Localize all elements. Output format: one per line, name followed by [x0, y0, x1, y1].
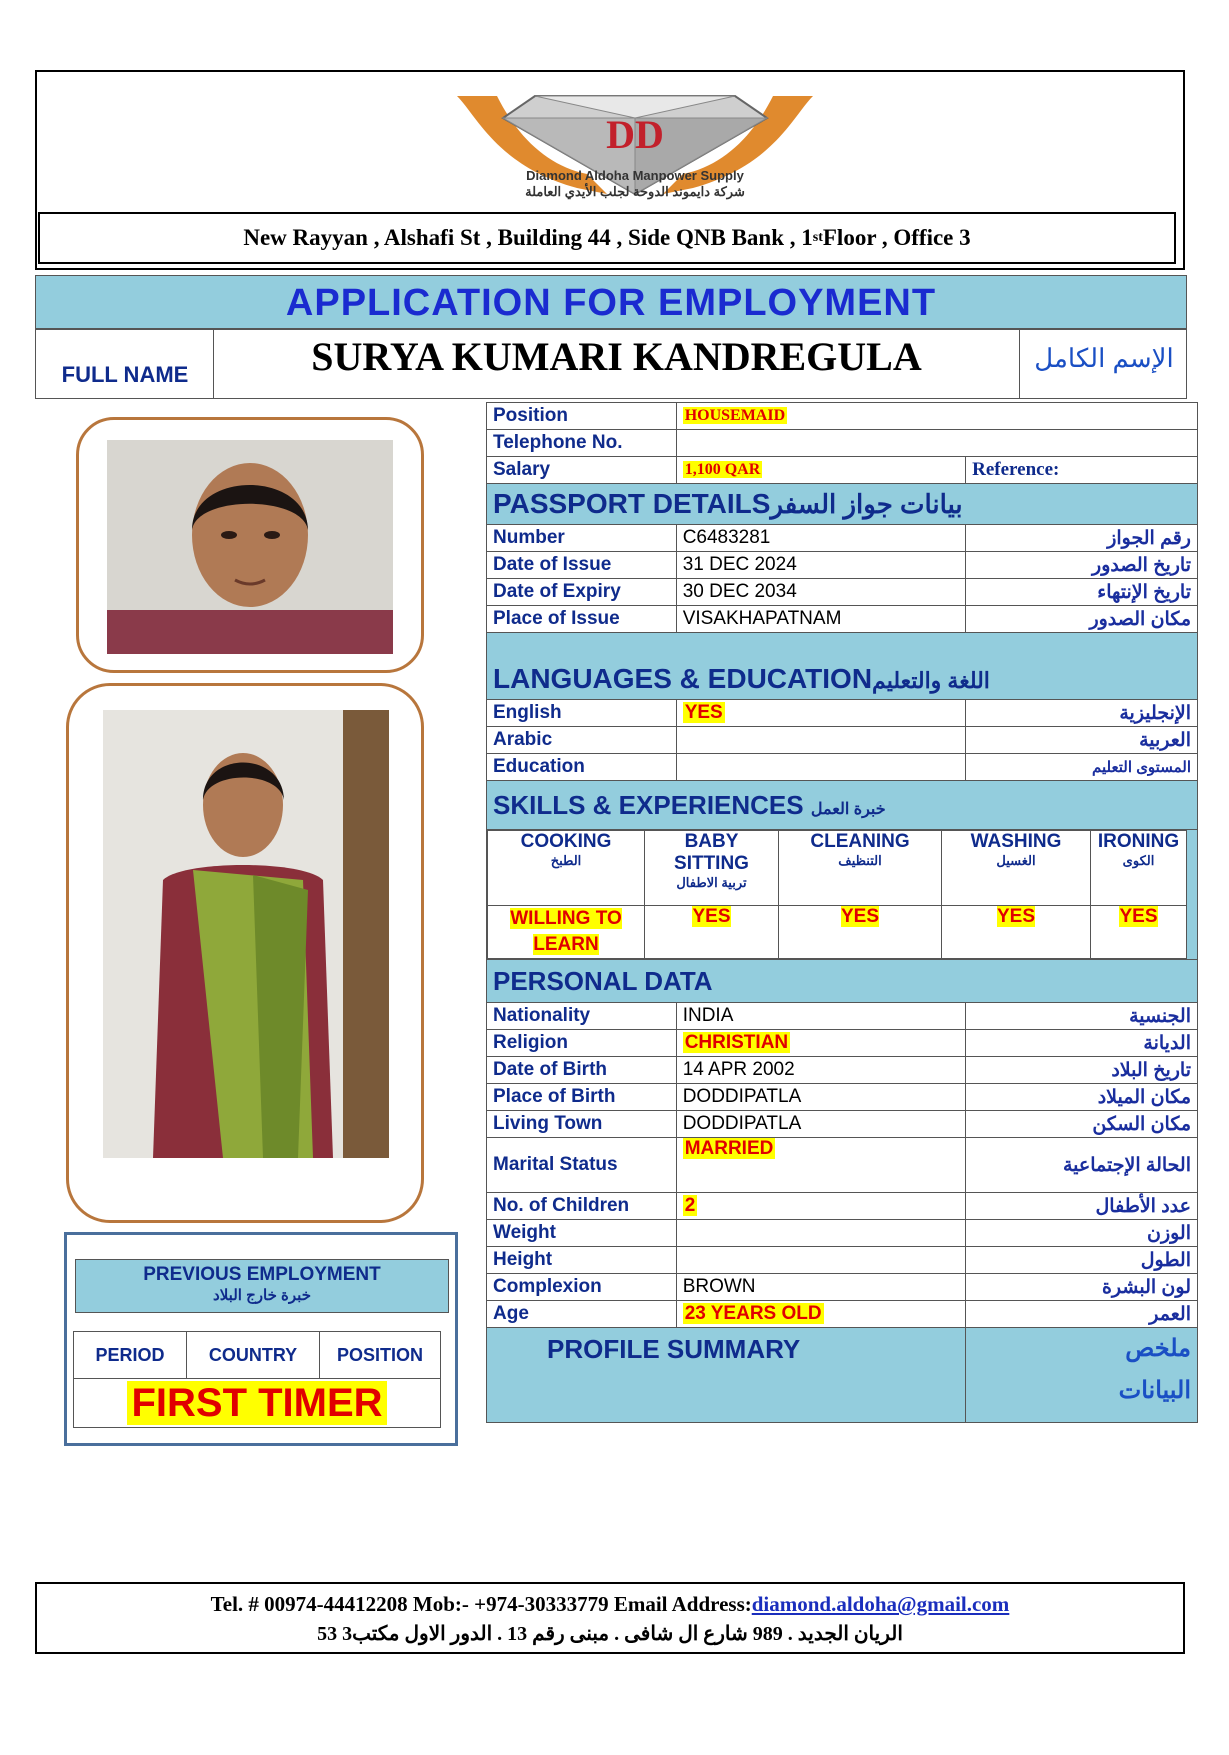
company-name-en: Diamond Aldoha Manpower Supply	[526, 168, 744, 183]
children-label: No. of Children	[487, 1193, 677, 1220]
applicant-face-photo	[107, 440, 393, 654]
col-period: PERIOD	[74, 1332, 187, 1379]
weight-value	[676, 1220, 965, 1247]
skill-cleaning-value-cell	[779, 906, 942, 959]
skill-cleaning-name: CLEANING	[810, 831, 910, 852]
footer-contact-text: Tel. # 00974-44412208 Mob:- +974-30333779 Email Address:	[210, 1592, 752, 1616]
personal-row	[487, 1057, 1198, 1084]
skills-names-row	[488, 831, 1187, 906]
skill-washing-name-ar: الغسيل	[996, 853, 1036, 868]
personal-row	[487, 1030, 1198, 1057]
language-row	[487, 754, 1198, 781]
salary-value-cell	[676, 457, 965, 484]
previous-employment-box	[64, 1232, 458, 1446]
passport-number-value: C6483281	[676, 525, 965, 552]
skill-baby-sitting	[645, 831, 779, 906]
application-details	[486, 402, 1198, 1423]
passport-number-label-ar: رقم الجواز	[966, 525, 1198, 552]
languages-heading	[487, 633, 1198, 700]
profile-summary-heading: PROFILE SUMMARY	[487, 1328, 966, 1423]
dob-value: 14 APR 2002	[676, 1057, 965, 1084]
personal-row	[487, 1274, 1198, 1301]
logo-initials: DD	[606, 112, 664, 157]
skill-cooking-name: COOKING	[520, 831, 612, 852]
passport-place-label: Place of Issue	[487, 606, 677, 633]
previous-employment-heading	[75, 1259, 449, 1313]
passport-row	[487, 606, 1198, 633]
age-label-ar: العمر	[966, 1301, 1198, 1328]
address-sup: st	[812, 230, 823, 245]
english-label-ar: الإنجليزية	[966, 700, 1198, 727]
skill-baby-sitting-value: YES	[692, 906, 731, 927]
religion-label: Religion	[487, 1030, 677, 1057]
profile-summary-row	[487, 1328, 1198, 1423]
arabic-label: Arabic	[487, 727, 677, 754]
language-row	[487, 727, 1198, 754]
address-text: New Rayyan , Alshafi St , Building 44 , Side QNB Bank , 1	[243, 225, 813, 250]
personal-row	[487, 1247, 1198, 1274]
telephone-value	[676, 430, 1197, 457]
passport-issue-value: 31 DEC 2024	[676, 552, 965, 579]
passport-issue-label: Date of Issue	[487, 552, 677, 579]
profile-summary-heading-ar: ملخص البيانات	[966, 1328, 1198, 1423]
dob-label-ar: تاريخ البلاد	[966, 1057, 1198, 1084]
col-position: POSITION	[320, 1332, 441, 1379]
passport-expiry-label: Date of Expiry	[487, 579, 677, 606]
personal-row	[487, 1084, 1198, 1111]
previous-employment-table	[73, 1331, 441, 1428]
full-name-label-ar: الإسم الكامل	[1034, 343, 1174, 373]
full-name-label: FULL NAME	[61, 362, 189, 387]
english-value-cell	[676, 700, 965, 727]
row-salary	[487, 457, 1198, 484]
skill-ironing-value: YES	[1119, 906, 1158, 927]
complexion-value: BROWN	[676, 1274, 965, 1301]
religion-value-cell	[676, 1030, 965, 1057]
age-value-cell	[676, 1301, 965, 1328]
reference-label: Reference:	[966, 457, 1198, 484]
english-value: YES	[684, 702, 723, 723]
children-label-ar: عدد الأطفال	[966, 1193, 1198, 1220]
position-value-cell	[676, 403, 1197, 430]
skills-values-row	[488, 906, 1187, 959]
pob-label-ar: مكان الميلاد	[966, 1084, 1198, 1111]
passport-place-label-ar: مكان الصدور	[966, 606, 1198, 633]
skill-cooking-name-ar: الطبخ	[550, 853, 582, 868]
height-value	[676, 1247, 965, 1274]
nationality-value: INDIA	[676, 1003, 965, 1030]
age-label: Age	[487, 1301, 677, 1328]
dob-label: Date of Birth	[487, 1057, 677, 1084]
skill-cooking-value-cell	[488, 906, 645, 959]
form-title: APPLICATION FOR EMPLOYMENT	[35, 275, 1187, 329]
skill-ironing	[1091, 831, 1187, 906]
religion-label-ar: الديانة	[966, 1030, 1198, 1057]
arabic-label-ar: العربية	[966, 727, 1198, 754]
living-town-label-ar: مكان السكن	[966, 1111, 1198, 1138]
company-name-ar: شركة دايموند الدوحة لجلب الأيدي العاملة	[525, 184, 745, 199]
row-telephone	[487, 430, 1198, 457]
skill-baby-sitting-value-cell	[645, 906, 779, 959]
education-value	[676, 754, 965, 781]
personal-row	[487, 1003, 1198, 1030]
marital-status-value: MARRIED	[684, 1138, 774, 1159]
position-label: Position	[487, 403, 677, 430]
weight-label: Weight	[487, 1220, 677, 1247]
telephone-label: Telephone No.	[487, 430, 677, 457]
previous-employment-value: FIRST TIMER	[127, 1381, 386, 1425]
footer-email-link[interactable]: diamond.aldoha@gmail.com	[751, 1592, 1010, 1616]
arabic-value	[676, 727, 965, 754]
personal-heading-row	[487, 960, 1198, 1003]
personal-row	[487, 1111, 1198, 1138]
personal-row	[487, 1220, 1198, 1247]
skills-heading-en: SKILLS & EXPERIENCES	[493, 789, 804, 820]
full-name-row	[35, 329, 1187, 399]
personal-row	[487, 1301, 1198, 1328]
passport-heading-en: PASSPORT DETAILS	[493, 488, 771, 519]
children-value-cell	[676, 1193, 965, 1220]
skill-cleaning	[779, 831, 942, 906]
col-country: COUNTRY	[187, 1332, 320, 1379]
skill-washing-value-cell	[942, 906, 1091, 959]
passport-heading-ar: بيانات جواز السفر	[770, 489, 963, 519]
pob-value: DODDIPATLA	[676, 1084, 965, 1111]
personal-heading: PERSONAL DATA	[487, 960, 1198, 1003]
passport-row	[487, 525, 1198, 552]
personal-row	[487, 1138, 1198, 1193]
full-name-value: SURYA KUMARI KANDREGULA	[214, 330, 1020, 398]
previous-employment-title-ar: خبرة خارج البلاد	[213, 1287, 311, 1304]
living-town-label: Living Town	[487, 1111, 677, 1138]
row-position	[487, 403, 1198, 430]
company-address	[38, 212, 1176, 264]
complexion-label: Complexion	[487, 1274, 677, 1301]
education-label: Education	[487, 754, 677, 781]
weight-label-ar: الوزن	[966, 1220, 1198, 1247]
skills-grid-row	[487, 830, 1198, 960]
skill-baby-sitting-name-ar: تربية الاطفال	[676, 875, 747, 890]
passport-expiry-label-ar: تاريخ الإنتهاء	[966, 579, 1198, 606]
skill-cleaning-value: YES	[840, 906, 880, 927]
footer-address-ar: 53 الريان الجديد . 989 شارع ال شافى . مبنى رقم 13 . الدور الاول مكتب3	[317, 1623, 903, 1645]
passport-heading	[487, 484, 1198, 525]
details-table	[486, 402, 1198, 1423]
salary-label: Salary	[487, 457, 677, 484]
marital-status-label-ar: الحالة الإجتماعية	[966, 1138, 1198, 1193]
height-label-ar: الطول	[966, 1247, 1198, 1274]
pob-label: Place of Birth	[487, 1084, 677, 1111]
passport-issue-label-ar: تاريخ الصدور	[966, 552, 1198, 579]
religion-value: CHRISTIAN	[684, 1032, 789, 1053]
skills-grid-cell	[487, 830, 1198, 960]
skill-washing-name: WASHING	[970, 831, 1062, 852]
english-label: English	[487, 700, 677, 727]
skills-heading-row	[487, 781, 1198, 830]
full-name-label-cell	[36, 330, 214, 398]
nationality-label: Nationality	[487, 1003, 677, 1030]
previous-employment-value-cell	[74, 1379, 441, 1428]
languages-heading-ar: اللغة والتعليم	[872, 668, 990, 693]
applicant-full-photo	[103, 710, 389, 1158]
skills-grid	[487, 830, 1187, 959]
languages-heading-en: LANGUAGES & EDUCATION	[493, 663, 873, 694]
age-value: 23 YEARS OLD	[684, 1303, 822, 1324]
photo-frame-face	[76, 417, 424, 673]
skill-baby-sitting-name: BABY SITTING	[674, 831, 749, 874]
passport-expiry-value: 30 DEC 2034	[676, 579, 965, 606]
footer	[35, 1582, 1185, 1654]
skill-cooking-value: WILLING TO LEARN	[510, 908, 622, 955]
address-text-floor: Floor , Office 3	[822, 225, 971, 250]
salary-value: 1,100 QAR	[684, 461, 761, 478]
living-town-value: DODDIPATLA	[676, 1111, 965, 1138]
skill-washing-value: YES	[996, 906, 1036, 927]
passport-place-value: VISAKHAPATNAM	[676, 606, 965, 633]
passport-number-label: Number	[487, 525, 677, 552]
skill-cleaning-name-ar: التنظيف	[838, 853, 882, 868]
footer-contact-line	[37, 1592, 1183, 1617]
photo-frame-full	[66, 683, 424, 1223]
passport-row	[487, 552, 1198, 579]
marital-status-value-cell	[676, 1138, 965, 1193]
previous-employment-title: PREVIOUS EMPLOYMENT	[143, 1264, 381, 1285]
passport-row	[487, 579, 1198, 606]
languages-heading-row	[487, 633, 1198, 700]
children-value: 2	[684, 1195, 696, 1216]
skill-washing	[942, 831, 1091, 906]
skills-heading-ar: خبرة العمل	[810, 800, 886, 818]
complexion-label-ar: لون البشرة	[966, 1274, 1198, 1301]
skill-ironing-name-ar: الكوى	[1122, 853, 1155, 868]
skills-heading	[487, 781, 1198, 830]
marital-status-label: Marital Status	[487, 1138, 677, 1193]
education-label-ar: المستوى التعليم	[966, 754, 1198, 781]
position-value: HOUSEMAID	[684, 407, 786, 424]
language-row	[487, 700, 1198, 727]
nationality-label-ar: الجنسية	[966, 1003, 1198, 1030]
height-label: Height	[487, 1247, 677, 1274]
skill-ironing-name: IRONING	[1097, 831, 1180, 852]
passport-heading-row	[487, 484, 1198, 525]
skill-ironing-value-cell	[1091, 906, 1187, 959]
personal-row	[487, 1193, 1198, 1220]
skill-cooking	[488, 831, 645, 906]
